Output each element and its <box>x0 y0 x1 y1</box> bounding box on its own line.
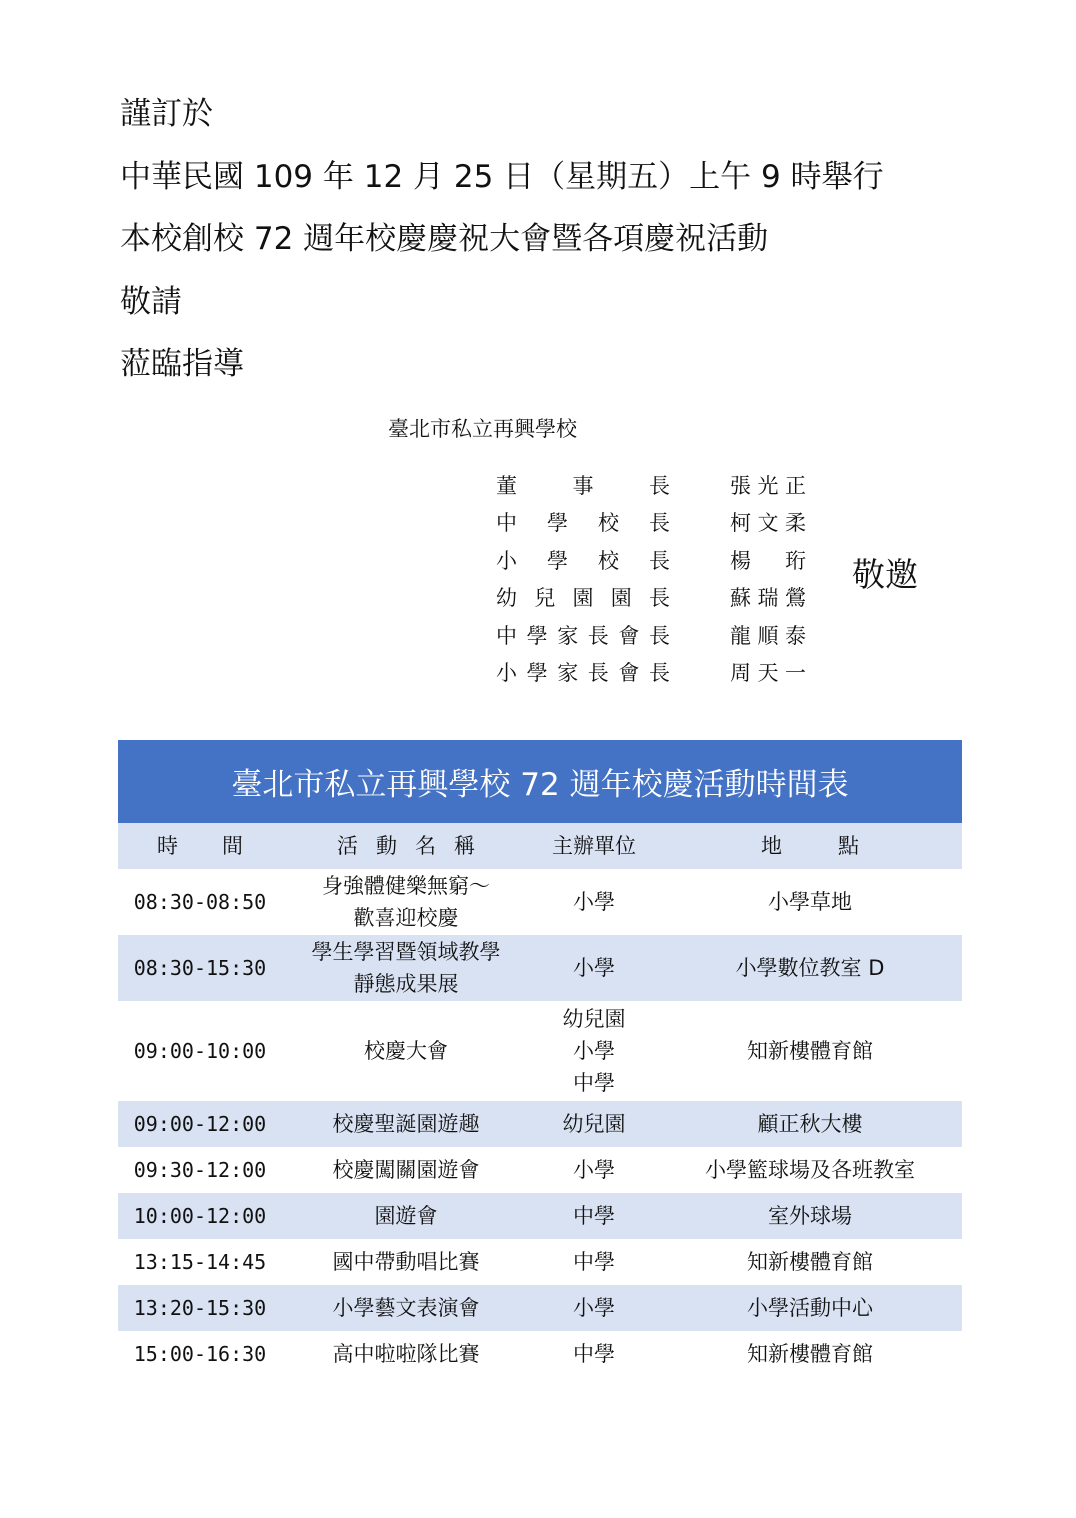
official-title-char: 長 <box>649 548 670 573</box>
official-title-char: 小 <box>496 548 517 573</box>
header-activity-char: 動 <box>376 834 397 858</box>
cell-organizer <box>530 935 658 1001</box>
organizer-line: 小學 <box>573 890 615 914</box>
cell-time: 08:30-08:50 <box>133 890 267 914</box>
official-name-char: 文 <box>757 511 779 536</box>
official-title-char: 長 <box>587 623 609 648</box>
header-location-char: 地 <box>761 834 782 858</box>
table-row <box>118 1101 962 1147</box>
cell-activity <box>282 1285 530 1331</box>
official-title <box>496 507 670 537</box>
official-row <box>496 466 806 504</box>
official-name <box>730 545 806 575</box>
official-name-char: 瑞 <box>757 586 779 611</box>
organizer-line: 幼兒園 <box>562 1007 626 1031</box>
official-title <box>496 657 670 687</box>
cell-activity <box>282 1193 530 1239</box>
official-title-char: 小 <box>496 661 517 686</box>
official-name <box>730 507 806 537</box>
official-name-char: 順 <box>757 623 779 648</box>
table-row <box>118 935 962 1001</box>
official-name-char: 珩 <box>785 548 806 573</box>
school-name: 臺北市私立再興學校 <box>388 417 577 441</box>
cell-activity <box>282 1001 530 1101</box>
official-title-char: 董 <box>496 473 517 498</box>
organizer-line: 中學 <box>573 1342 615 1366</box>
activity-line: 身強體健樂無窮～ <box>322 874 490 898</box>
official-name-char: 鶯 <box>785 586 806 611</box>
header-activity <box>282 823 530 869</box>
header-activity-char: 稱 <box>454 834 475 858</box>
official-title-char: 園 <box>572 586 594 611</box>
table-row <box>118 1001 962 1101</box>
official-row <box>496 504 806 542</box>
table-row <box>118 1331 962 1377</box>
official-title-char: 長 <box>648 623 670 648</box>
invitation-line-2: 中華民國 109 年 12 月 25 日（星期五）上午 9 時舉行 <box>120 159 884 195</box>
official-title-char: 長 <box>649 473 670 498</box>
cell-time: 09:30-12:00 <box>133 1158 267 1182</box>
official-name <box>730 470 806 500</box>
official-title-char: 家 <box>557 623 579 648</box>
official-title-char: 校 <box>598 548 619 573</box>
official-name-char: 柯 <box>730 511 751 536</box>
header-time-char: 時 <box>157 834 178 858</box>
official-title-char: 長 <box>648 661 670 686</box>
closing-text: 敬邀 <box>852 555 918 594</box>
header-location <box>658 823 962 869</box>
cell-location: 室外球場 <box>658 1193 962 1239</box>
official-name-char: 蘇 <box>730 586 751 611</box>
official-name-char: 龍 <box>730 623 751 648</box>
activity-line: 校慶闖關園遊會 <box>332 1158 480 1182</box>
official-row <box>496 616 806 654</box>
cell-organizer <box>530 1101 658 1147</box>
official-name <box>730 620 806 650</box>
official-title-char: 長 <box>587 661 609 686</box>
cell-organizer <box>530 1193 658 1239</box>
activity-line: 高中啦啦隊比賽 <box>332 1342 480 1366</box>
official-name <box>730 582 806 612</box>
cell-activity <box>282 1147 530 1193</box>
cell-activity <box>282 1101 530 1147</box>
cell-activity <box>282 869 530 935</box>
cell-organizer <box>530 1001 658 1101</box>
activity-line: 小學藝文表演會 <box>332 1296 480 1320</box>
official-title-char: 會 <box>618 623 640 648</box>
invitation-line-1: 謹訂於 <box>120 96 213 132</box>
cell-organizer <box>530 1285 658 1331</box>
official-title-char: 中 <box>496 623 517 648</box>
official-title-char: 校 <box>598 511 619 536</box>
cell-location: 小學籃球場及各班教室 <box>705 1158 915 1182</box>
header-organizer-label: 主辦單位 <box>552 834 636 858</box>
cell-activity <box>282 1239 530 1285</box>
activity-line: 靜態成果展 <box>353 972 459 996</box>
official-name-char: 天 <box>757 661 779 686</box>
activity-line: 校慶大會 <box>364 1039 448 1063</box>
organizer-line: 中學 <box>573 1204 615 1228</box>
schedule-title: 臺北市私立再興學校 72 週年校慶活動時間表 <box>118 740 962 823</box>
official-title-char: 家 <box>557 661 579 686</box>
cell-location: 知新樓體育館 <box>747 1342 873 1366</box>
organizer-line: 小學 <box>573 956 615 980</box>
official-name-char: 光 <box>757 473 779 498</box>
official-title <box>496 545 670 575</box>
activity-line: 學生學習暨領域教學 <box>311 940 501 964</box>
cell-location: 小學數位教室 D <box>658 935 962 1001</box>
official-name-char: 泰 <box>785 623 806 648</box>
official-row <box>496 579 806 617</box>
header-time-char: 間 <box>222 834 243 858</box>
officials-list <box>496 466 806 691</box>
official-name-char: 張 <box>730 473 751 498</box>
invitation-line-3: 本校創校 72 週年校慶慶祝大會暨各項慶祝活動 <box>120 221 769 257</box>
official-title-char: 會 <box>618 661 640 686</box>
invitation-line-5: 蒞臨指導 <box>120 346 244 382</box>
activity-line: 園遊會 <box>374 1204 438 1228</box>
organizer-line: 小學 <box>573 1039 615 1063</box>
official-title-char: 學 <box>547 511 568 536</box>
official-title <box>496 620 670 650</box>
official-title-char: 兒 <box>534 586 556 611</box>
official-name-char: 一 <box>785 661 806 686</box>
cell-activity <box>282 935 530 1001</box>
official-title-char: 幼 <box>496 586 517 611</box>
schedule-table <box>118 823 962 1377</box>
cell-location: 小學活動中心 <box>658 1285 962 1331</box>
official-name-char: 周 <box>730 661 751 686</box>
cell-location: 顧正秋大樓 <box>658 1101 962 1147</box>
official-row <box>496 654 806 692</box>
table-row <box>118 1193 962 1239</box>
official-title-char: 事 <box>572 473 594 498</box>
organizer-line: 小學 <box>573 1158 615 1182</box>
cell-location: 知新樓體育館 <box>747 1250 873 1274</box>
header-activity-char: 活 <box>337 834 358 858</box>
table-row <box>118 869 962 935</box>
cell-location: 知新樓體育館 <box>747 1039 873 1063</box>
activity-line: 校慶聖誕園遊趣 <box>332 1112 480 1136</box>
official-name-char: 楊 <box>730 548 751 573</box>
official-name-char: 柔 <box>785 511 806 536</box>
official-title-char: 長 <box>649 586 670 611</box>
schedule-header-row <box>118 823 962 869</box>
cell-time: 13:20-15:30 <box>118 1285 282 1331</box>
official-name-char: 正 <box>785 473 806 498</box>
organizer-line: 幼兒園 <box>562 1112 626 1136</box>
cell-activity <box>282 1331 530 1377</box>
cell-time: 10:00-12:00 <box>118 1193 282 1239</box>
activity-line: 歡喜迎校慶 <box>353 906 459 930</box>
cell-time: 13:15-14:45 <box>133 1250 267 1274</box>
table-row <box>118 1147 962 1193</box>
cell-location: 小學草地 <box>768 890 852 914</box>
official-name <box>730 657 806 687</box>
official-title-char: 學 <box>526 623 548 648</box>
invitation-line-4: 敬請 <box>120 284 182 320</box>
official-title-char: 學 <box>547 548 568 573</box>
cell-time: 08:30-15:30 <box>118 935 282 1001</box>
official-title-char: 長 <box>649 511 670 536</box>
table-row <box>118 1239 962 1285</box>
header-time <box>118 823 282 869</box>
header-activity-char: 名 <box>415 834 436 858</box>
cell-time: 15:00-16:30 <box>133 1342 267 1366</box>
official-title <box>496 582 670 612</box>
official-title <box>496 470 670 500</box>
cell-time: 09:00-12:00 <box>118 1101 282 1147</box>
official-row <box>496 541 806 579</box>
header-location-char: 點 <box>838 834 859 858</box>
cell-organizer <box>530 869 658 935</box>
schedule-table-section <box>118 740 962 1377</box>
cell-time: 09:00-10:00 <box>133 1039 267 1063</box>
table-row <box>118 1285 962 1331</box>
cell-organizer <box>530 1239 658 1285</box>
official-title-char: 學 <box>526 661 548 686</box>
activity-line: 國中帶動唱比賽 <box>332 1250 480 1274</box>
organizer-line: 小學 <box>573 1296 615 1320</box>
header-organizer <box>530 823 658 869</box>
official-title-char: 中 <box>496 511 517 536</box>
organizer-line: 中學 <box>573 1250 615 1274</box>
cell-organizer <box>530 1147 658 1193</box>
organizer-line: 中學 <box>573 1071 615 1095</box>
cell-organizer <box>530 1331 658 1377</box>
official-title-char: 園 <box>610 586 632 611</box>
